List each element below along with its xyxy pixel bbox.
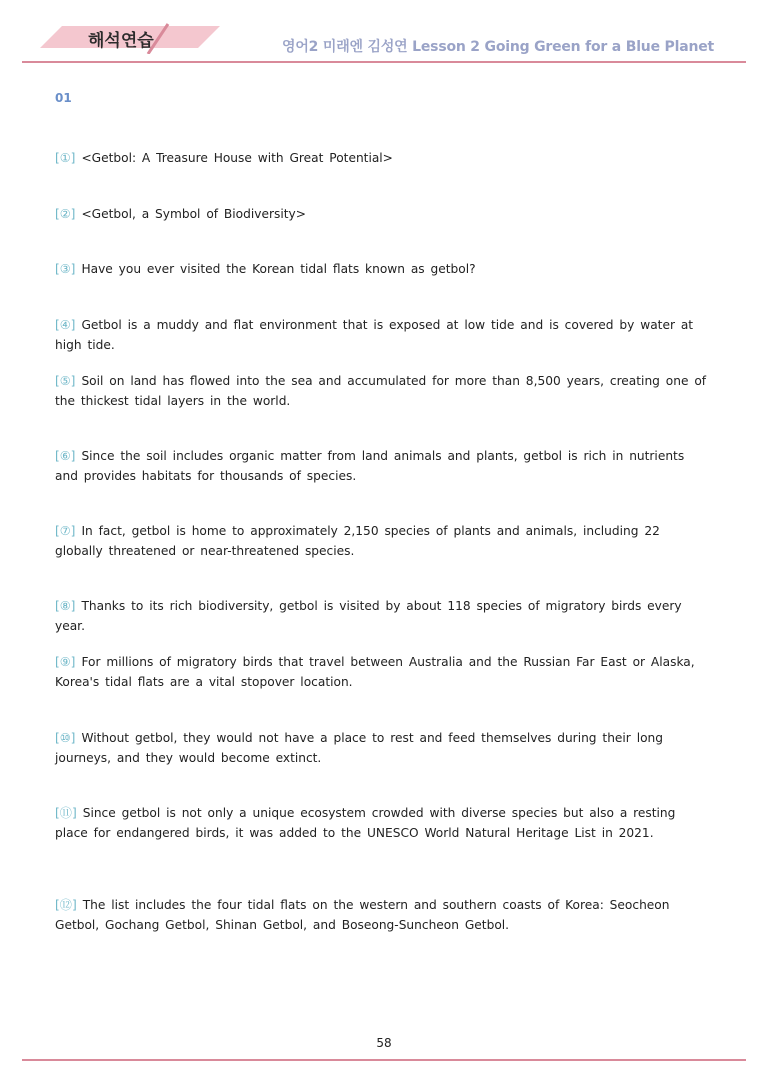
sentence-8 xyxy=(55,596,711,636)
sentence-text: Soil on land has flowed into the sea and accumulated for more than 8,500 years, creating one of the thickest tidal layers in the world. xyxy=(55,374,707,408)
header-divider xyxy=(22,61,746,63)
header-tab xyxy=(40,20,220,54)
sentence-3 xyxy=(55,259,711,279)
sentence-number: [⑦] xyxy=(55,524,76,538)
sentence-number: [⑧] xyxy=(55,599,76,613)
page-number: 58 xyxy=(376,1036,392,1050)
sentence-7 xyxy=(55,521,711,561)
sentence-11 xyxy=(55,803,711,843)
sentence-text: Getbol is a muddy and flat environment that is exposed at low tide and is covered by water at high tide. xyxy=(55,318,694,352)
sentence-number: [⑤] xyxy=(55,374,76,388)
sentence-number: [④] xyxy=(55,318,76,332)
footer-divider xyxy=(22,1059,746,1061)
sentence-12 xyxy=(55,895,711,935)
page-header-title: 영어2 미래엔 김성연 Lesson 2 Going Green for a Blue Planet xyxy=(282,39,714,55)
sentence-text: Thanks to its rich biodiversity, getbol is visited by about 118 species of migratory birds every year. xyxy=(55,599,682,633)
sentence-number: [⑩] xyxy=(55,731,76,745)
sentence-1 xyxy=(55,148,711,168)
sentence-5 xyxy=(55,371,711,411)
sentence-number: [⑫] xyxy=(55,898,77,912)
sentence-number: [②] xyxy=(55,207,76,221)
sentence-number: [①] xyxy=(55,151,76,165)
sentence-text: For millions of migratory birds that travel between Australia and the Russian Far East or Alaska, Korea's tidal flats are a vital stopover location. xyxy=(55,655,695,689)
sentence-text: <Getbol: A Treasure House with Great Potential> xyxy=(81,151,393,165)
sentence-text: <Getbol, a Symbol of Biodiversity> xyxy=(81,207,306,221)
sentence-4 xyxy=(55,315,711,355)
sentence-number: [⑥] xyxy=(55,449,76,463)
question-number: 01 xyxy=(55,91,72,105)
sentence-text: Without getbol, they would not have a place to rest and feed themselves during their long journeys, and they would become extinct. xyxy=(55,731,663,765)
sentence-text: In fact, getbol is home to approximately 2,150 species of plants and animals, including 22 globally threatened or near-threatened species. xyxy=(55,524,660,558)
sentence-text: Since the soil includes organic matter from land animals and plants, getbol is rich in nutrients and provides habitats for thousands of species. xyxy=(55,449,685,483)
sentence-text: The list includes the four tidal flats on the western and southern coasts of Korea: Seocheon Getbol, Gochang Getbol, Shinan Getbol, and Boseong-Suncheon Getbol. xyxy=(55,898,670,932)
sentence-10 xyxy=(55,728,711,768)
sentence-9 xyxy=(55,652,711,692)
sentence-2 xyxy=(55,204,711,224)
sentence-text: Have you ever visited the Korean tidal flats known as getbol? xyxy=(81,262,476,276)
sentence-text: Since getbol is not only a unique ecosystem crowded with diverse species but also a resting place for endangered birds, it was added to the UNESCO World Natural Heritage List in 2021. xyxy=(55,806,676,840)
sentence-number: [⑪] xyxy=(55,806,77,820)
sentence-number: [⑨] xyxy=(55,655,76,669)
sentence-number: [③] xyxy=(55,262,76,276)
section-label: 해석연습 xyxy=(88,31,154,51)
sentence-6 xyxy=(55,446,711,486)
